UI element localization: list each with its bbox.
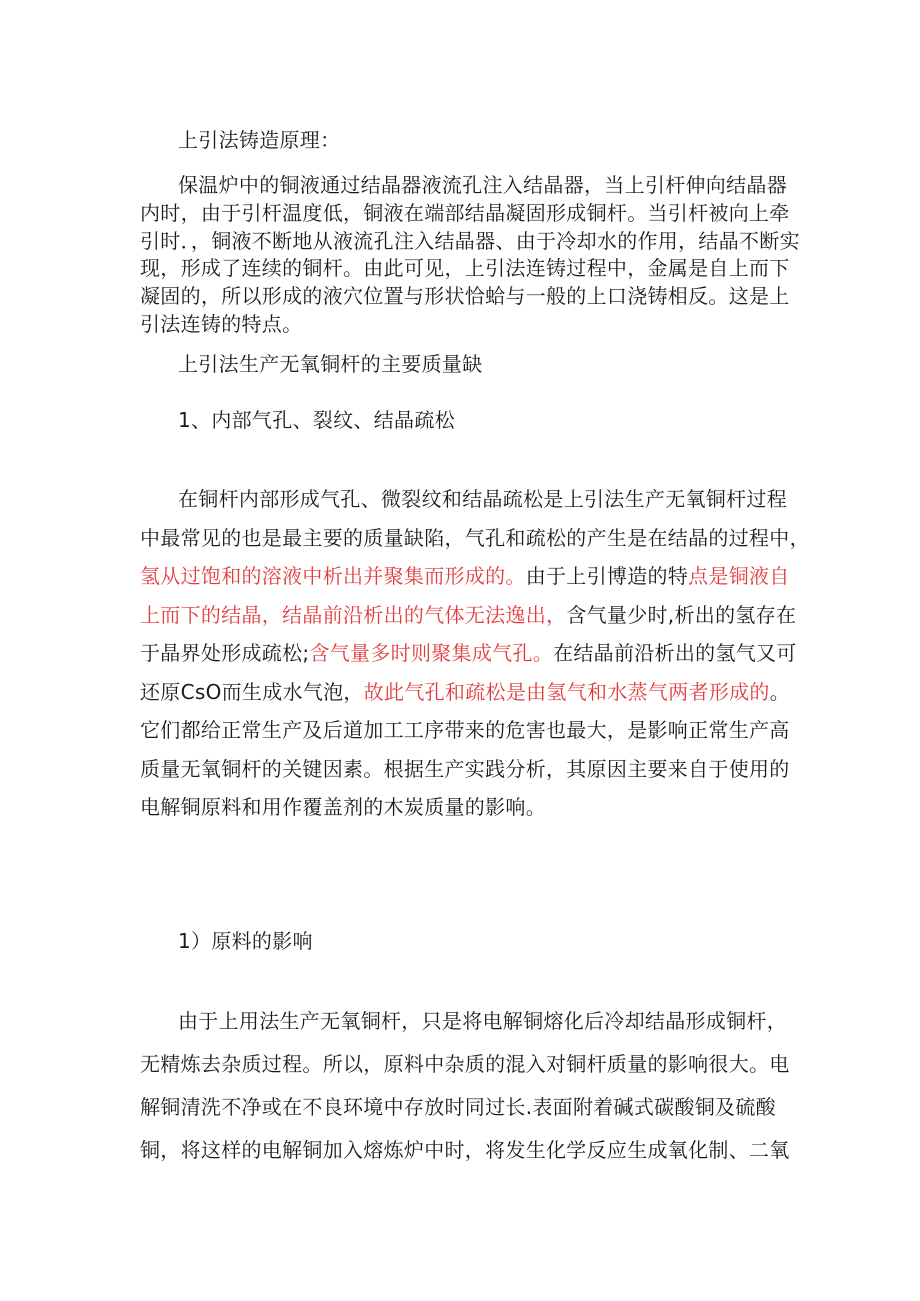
text-line: 无精炼去杂质过程。所以，原料中杂质的混入对铜杆质量的影响很大。电: [140, 1052, 790, 1076]
text-line: 质量无氧铜杆的关键因素。根据生产实践分析，其原因主要来自于使用的: [140, 756, 790, 781]
text-run: 还原CsO而生成水气泡，: [140, 679, 364, 704]
text-line: 引法连铸的特点。: [140, 311, 303, 336]
text-line: [140, 634, 810, 673]
text-line: 铜，将这样的电解铜加入熔炼炉中时，将发生化学反应生成氧化制、二氧: [140, 1138, 790, 1162]
text-line: 电解铜原料和用作覆盖剂的木炭质量的影响。: [140, 795, 546, 819]
text-line: 内时，由于引杆温度低，铜液在端部结晶凝固形成铜杆。当引杆被向上牵: [140, 200, 790, 225]
text-line: 它们都给正常生产及后道加工工序带来的危害也最大，是影响正常生产高: [140, 718, 790, 742]
text-run: 由于上引博造的特: [525, 564, 689, 588]
item-1-title: 1、内部气孔、裂纹、结晶疏松: [178, 408, 455, 432]
highlight-text: 点是铜液自: [688, 564, 790, 588]
text-line: 现，形成了连续的铜杆。由此可见，上引法连铸过程中，金属是自上而下: [140, 256, 790, 281]
text-line: [140, 557, 810, 596]
text-line: 引时．，铜液不断地从液流孔注入结晶器、由于冷却水的作用，结晶不断实: [140, 228, 800, 253]
text-run: 在结晶前沿析出的氢气又可: [553, 641, 797, 665]
text-line: [140, 596, 810, 635]
paragraph-defects: [140, 480, 810, 827]
text-line: 在铜杆内部形成气孔、微裂纹和结晶疏松是上引法生产无氧铜杆过程: [178, 487, 787, 511]
highlight-text: 上而下的结晶，结晶前沿析出的气体无法逸出，: [140, 602, 567, 627]
paragraph-raw-material: [140, 1000, 790, 1172]
highlight-text: 故此气孔和疏松是由氢气和水蒸气两者形成的: [363, 679, 770, 704]
highlight-text: 氢从过饱和的溶液中析出并聚集而形成的。: [140, 564, 526, 588]
text-line: 解铜清洗不净或在不良环境中存放时同过长.表面附着碱式碳酸铜及硫酸: [140, 1095, 776, 1119]
heading-defects: 上引法生产无氧铜杆的主要质量缺: [178, 352, 483, 376]
text-line: 凝固的，所以形成的液穴位置与形状恰蛤与一般的上口浇铸相反。这是上: [140, 284, 790, 309]
heading-principle: 上引法铸造原理：: [178, 128, 341, 152]
text-run: 含气量少时,析出的氢存在: [566, 602, 797, 627]
text-line: 中最常见的也是最主要的质量缺陷，气孔和疏松的产生是在结晶的过程中，: [140, 525, 810, 550]
text-line: [140, 673, 810, 712]
text-run: 。: [769, 679, 791, 704]
highlight-text: 含气量多时则聚集成气孔。: [309, 641, 554, 665]
paragraph-principle: [140, 172, 800, 339]
item-1-1-title: 1）原料的影响: [178, 929, 313, 953]
text-line: 由于上用法生产无氧铜杆，只是将电解铜熔化后冷却结晶形成铜杆，: [178, 1009, 787, 1033]
text-line: 保温炉中的铜液通过结晶器液流孔注入结晶器，当上引杆伸向结晶器: [178, 173, 787, 197]
text-run: 于晶界处形成疏松;: [140, 641, 310, 665]
